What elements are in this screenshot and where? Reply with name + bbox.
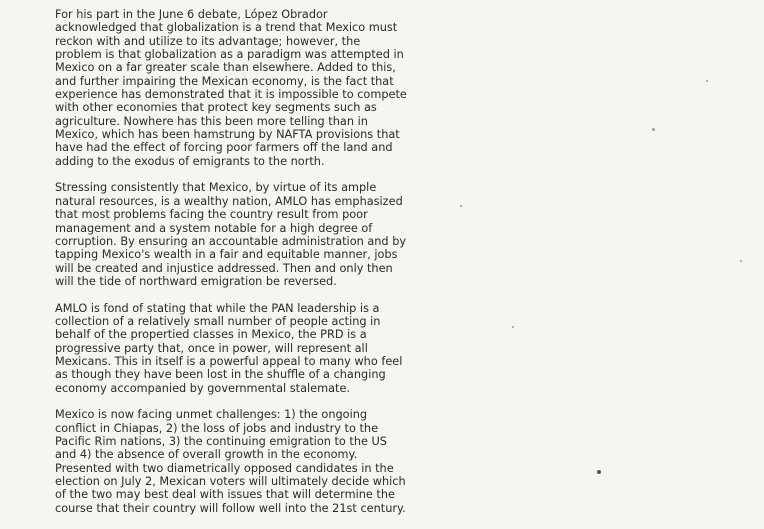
paragraph-natural-resources: Stressing consistently that Mexico, by virtue of its ample natural resources, is a wealthy nation, AMLO has emphasized that most problems facing the country result from poor management and a system notable for a high degree of corruption. By ensuring an accountable administration and by tapping Mexico's wealth in a fair and equitable manner, jobs will be created and injustice addressed. Then and only then will the tide of northward emigration be reversed.	[55, 181, 407, 288]
paper-speck	[706, 80, 708, 82]
paper-speck	[740, 260, 742, 262]
document-body	[55, 8, 407, 528]
paragraph-globalization: For his part in the June 6 debate, López Obrador acknowledged that globalization is a trend that Mexico must reckon with and utilize to its advantage; however, the problem is that globalization as a paradigm was attempted in Mexico on a far greater scale than elsewhere. Added to this, and further impairing the Mexican economy, is the fact that experience has demonstrated that it is impossible to compete with other economies that protect key segments such as agriculture. Nowhere has this been more telling than in Mexico, which has been hamstrung by NAFTA provisions that have had the effect of forcing poor farmers off the land and adding to the exodus of emigrants to the north.	[55, 8, 407, 168]
paragraph-pan-prd: AMLO is fond of stating that while the PAN leadership is a collection of a relatively small number of people acting in behalf of the propertied classes in Mexico, the PRD is a progressive party that, once in power, will represent all Mexicans. This in itself is a powerful appeal to many who feel as though they have been lost in the shuffle of a changing economy accompanied by governmental stalemate.	[55, 301, 403, 395]
paragraph-challenges: Mexico is now facing unmet challenges: 1) the ongoing conflict in Chiapas, 2) the loss of jobs and industry to the Pacific Rim nations, 3) the continuing emigration to the US and 4) the absence of overall growth in the economy. Presented with two diametrically opposed candidates in the election on July 2, Mexican voters will ultimately decide which of the two may best deal with issues that will determine the course that their country will follow well into the 21st century.	[55, 408, 406, 515]
paper-speck	[460, 205, 462, 207]
paper-speck	[652, 128, 655, 131]
paper-speck	[512, 326, 514, 328]
paper-speck	[597, 470, 601, 474]
